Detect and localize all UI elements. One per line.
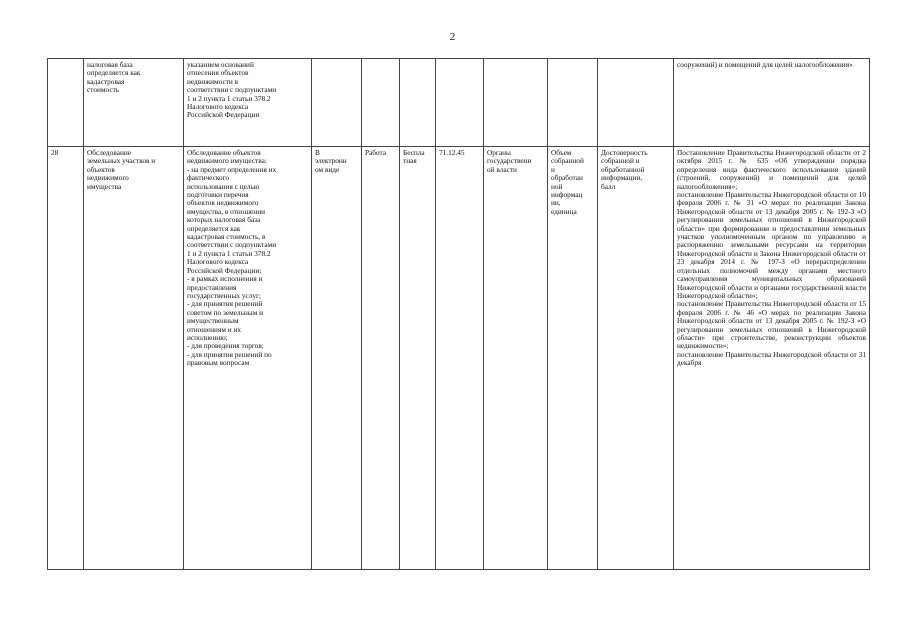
cost-cell xyxy=(400,59,436,147)
format-cell xyxy=(312,59,362,147)
service-name-cell: налоговая база определяется как кадастровая стоимость xyxy=(84,59,184,147)
volume-indicator-cell: Объем собранной и обработан ной информац ии, единица xyxy=(548,147,598,570)
row-number-cell: 28 xyxy=(48,147,84,570)
operator-cell: Органы государственн ой власти xyxy=(484,147,548,570)
row-number-cell xyxy=(48,59,84,147)
services-register-table xyxy=(47,58,870,570)
cost-cell: Беспла тная xyxy=(400,147,436,570)
operator-cell xyxy=(484,59,548,147)
legal-basis-cell: Постановление Правительства Нижегородской области от 2 октября 2015 г. № 635 «Об утверждении порядка определения вида фактического использования зданий (строений, сооружений) и помещений для целей налогообложения»; постановление Правительства Нижегородской области от 10 февраля 2006 г. № 31 «О мерах по реализации Закона Нижегородской области от 13 декабря 2005 г. № 192-З «О регулировании земельных отношений в Нижегородской области» при формировании и предоставлении земельных участков уполномоченным органом по управлению и распоряжению земельными ресурсами на территории Нижегородской области и Закона Нижегородской области от 23 декабря 2014 г. № 197-З «О перераспределении отдельных полномочий между органами местного самоуправления муниципальных образований Нижегородской области и органами государственной власти Нижегородской области»; постановление Правительства Нижегородской области от 15 февраля 2006 г. № 46 «О мерах по реализации Закона Нижегородской области от 13 декабря 2005 г. № 192-З «О регулировании земельных отношений в Нижегородской области» при строительстве, реконструкции объектов недвижимости»; постановление Правительства Нижегородской области от 31 декабря xyxy=(674,147,870,570)
table-row xyxy=(48,59,870,147)
legal-basis-cell: сооружений) и помещений для целей налогообложения» xyxy=(674,59,870,147)
quality-indicator-cell xyxy=(598,59,674,147)
service-name-cell: Обследование земельных участков и объектов недвижимого имущества xyxy=(84,147,184,570)
type-cell: Работа xyxy=(362,147,400,570)
okved-code-cell xyxy=(436,59,484,147)
page-number: 2 xyxy=(449,31,456,43)
volume-indicator-cell xyxy=(548,59,598,147)
format-cell: В электронн ом виде xyxy=(312,147,362,570)
service-purpose-cell: Обследование объектов недвижимого имущества: - на предмет определения их фактического использования с целью подготовки перечня объектов недвижимого имущества, в отношении которых налоговая база определяется как кадастровая стоимость, в соответствии с подпунктами 1 и 2 пункта 1 статьи 378.2 Налогового кодекса Российской Федерации; - в рамках исполнения и предоставления государственных услуг; - для принятия решений советом по земельным и имущественным отношениям и их исполнению; - для проведения торгов; - для принятия решений по правовым вопросам xyxy=(184,147,312,570)
table-row xyxy=(48,147,870,570)
type-cell xyxy=(362,59,400,147)
quality-indicator-cell: Достоверность собранной и обработанной информации, балл xyxy=(598,147,674,570)
service-purpose-cell: указанием оснований отнесения объектов недвижимости в соответствии с подпунктами 1 и 2 пункта 1 статьи 378.2 Налогового кодекса Российской Федерации xyxy=(184,59,312,147)
okved-code-cell: 71.12.45 xyxy=(436,147,484,570)
